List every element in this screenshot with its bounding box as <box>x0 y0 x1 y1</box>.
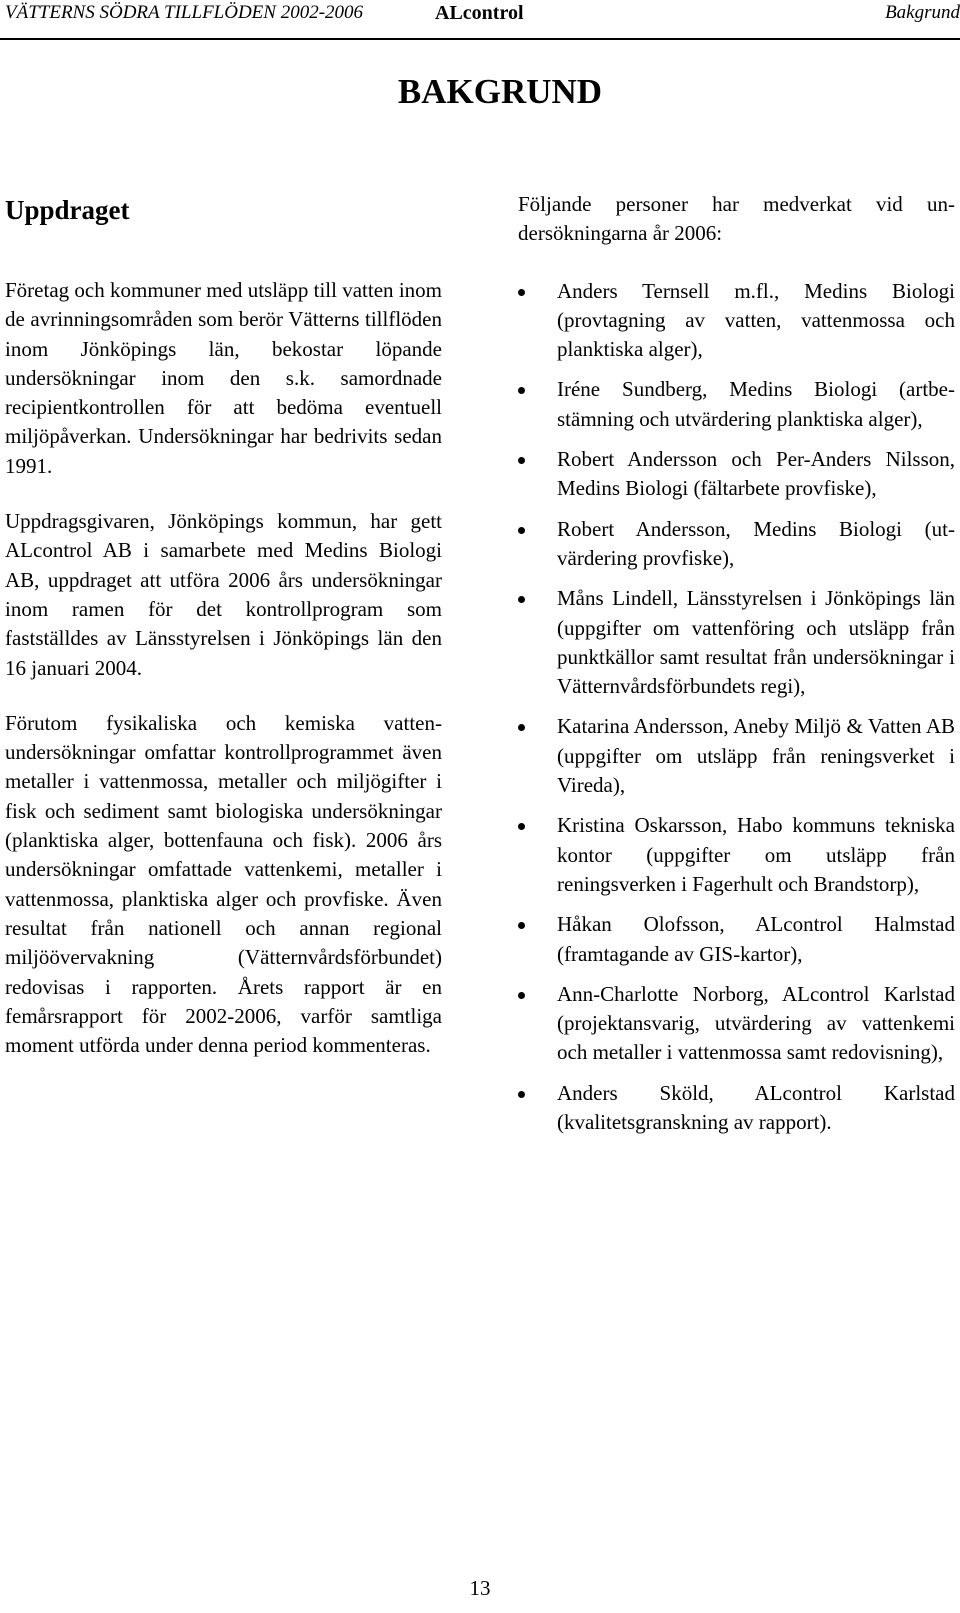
list-item <box>518 910 955 969</box>
page-number: 13 <box>469 1576 491 1600</box>
list-item <box>518 1079 955 1138</box>
bullet-icon <box>518 724 525 731</box>
section-heading-uppdraget: Uppdraget <box>5 195 130 225</box>
list-item-text: Måns Lindell, Länsstyrelsen i Jönköpings län (uppgifter om vattenföring och utsläpp från punktkällor samt resultat från undersökningar i Vätternvårdsförbundets regi), <box>557 586 955 699</box>
header-report-title: VÄTTERNS SÖDRA TILLFLÖDEN 2002-2006 <box>5 2 364 23</box>
bullet-icon <box>518 527 525 534</box>
running-header <box>0 0 960 40</box>
list-item-text: Anders Ternsell m.fl., Medins Biologi (provtagning av vatten, vattenmossa och planktiska alger), <box>557 278 955 362</box>
bullet-icon <box>518 823 525 830</box>
page-title: BAKGRUND <box>397 72 603 111</box>
list-item-text: Iréne Sundberg, Medins Biologi (artbestämning och utvärdering planktiska alger), <box>557 377 955 431</box>
left-column <box>5 190 442 1086</box>
list-item <box>518 980 955 1068</box>
header-chapter: Bakgrund <box>885 2 960 23</box>
list-item <box>518 584 955 701</box>
list-item-text: Robert Andersson och Per-Anders Nilsson, Medins Biologi (fältarbete provfiske), <box>557 447 955 501</box>
paragraph-commission: Uppdragsgivaren, Jönköpings kommun, har gett ALcontrol AB i samarbete med Medins Biologi AB, uppdraget att utföra 2006 års undersökningar inom ramen för det kontrollprogram som fastställdes av Länsstyrelsen i Jönköpings län den 16 januari 2004. <box>5 509 442 680</box>
bullet-icon <box>518 922 525 929</box>
bullet-icon <box>518 992 525 999</box>
list-item <box>518 445 955 504</box>
bullet-icon <box>518 596 525 603</box>
bullet-icon <box>518 387 525 394</box>
contributors-list <box>518 277 955 1138</box>
list-item <box>518 375 955 434</box>
list-item-text: Anders Sköld, ALcontrol Karlstad (kvalitetsgranskning av rapport). <box>557 1080 955 1135</box>
list-item-text: Håkan Olofsson, ALcontrol Halmstad (framtagande av GIS-kartor), <box>557 912 955 966</box>
bullet-icon <box>518 289 525 296</box>
list-item <box>518 277 955 365</box>
header-divider <box>0 38 960 40</box>
paragraph-scope: Förutom fysikaliska och kemiska vattenundersökningar omfattar kontrollprogrammet även metaller i vattenmossa, metaller och miljögifter i fisk och sediment samt biologiska undersökningar (planktiska alger, bottenfauna och fisk). 2006 års undersökningar omfattade vattenkemi, metaller i vattenmossa, planktiska alger och provfiske. Även resultat från nationell och annan regional miljöövervakning (Vätternvårdsförbundet) redovisas i rapporten. Årets rapport är en femårsrapport för 2002-2006, varför samtliga moment utförda under denna period kommenteras. <box>5 710 442 1058</box>
list-item <box>518 515 955 574</box>
header-company: ALcontrol <box>435 2 524 24</box>
list-item <box>518 712 955 800</box>
list-item-text: Katarina Andersson, Aneby Miljö & Vatten AB (uppgifter om utsläpp från reningsverket i Vireda), <box>557 714 955 798</box>
list-item-text: Ann-Charlotte Norborg, ALcontrol Karlstad (projektansvarig, utvärdering av vattenkemi och metaller i vattenmossa samt redovisning), <box>557 981 955 1065</box>
paragraph-companies: Företag och kommuner med utsläpp till vatten inom de avrinningsområden som berör Vätterns tillflöden inom Jönköpings län, bekostar löpande undersökningar inom den s.k. samordnade recipientkontrollen för att bedöma eventuell miljöpåverkan. Undersökningar har bedrivits sedan 1991. <box>5 278 442 478</box>
list-item-text: Robert Andersson, Medins Biologi (utvärdering provfiske), <box>557 516 955 570</box>
contributors-intro: Följande personer har medverkat vid undersökningarna år 2006: <box>518 192 955 246</box>
list-item-text: Kristina Oskarsson, Habo kommuns tekniska kontor (uppgifter om utsläpp från reningsverken i Fagerhult och Brandstorp), <box>557 813 955 896</box>
bullet-icon <box>518 1091 525 1098</box>
right-column <box>518 190 955 1148</box>
bullet-icon <box>518 457 525 464</box>
list-item <box>518 811 955 899</box>
